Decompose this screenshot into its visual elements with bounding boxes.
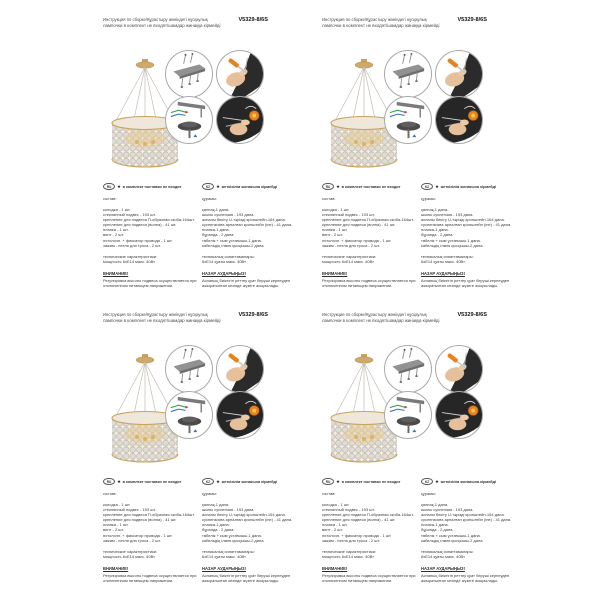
list-item: бұранда - 2 дана. <box>421 527 454 533</box>
ru-column <box>103 183 202 288</box>
ru-not-included-label: в комплект поставки не входит <box>122 184 182 189</box>
list-item: шыны суспензия - 193 дана. <box>202 212 255 218</box>
list-item: шыны суспензия - 193 дана. <box>421 212 474 218</box>
kz-warning-text: Аспаның биіктігін реттеу қуат беруші кернеуден ажыратылған кезінде жүзеге асырылады. <box>202 277 291 289</box>
step-canopy-wiring-photo <box>165 96 213 144</box>
ru-specs-value: мощность 6хЕ14 макс. 40Вт <box>322 258 374 264</box>
ru-specs-label: технические характеристики: <box>322 253 377 259</box>
star-icon: ★ <box>336 479 341 484</box>
kz-specs-value: 6хЕ14 қуаты макс. 40Вт <box>421 553 465 559</box>
list-item: потолочн. + фиксатор провода - 1 шт. <box>322 237 392 243</box>
kz-specs <box>421 549 519 559</box>
step-mounting-bracket-photo <box>384 50 432 98</box>
star-icon: ★ <box>216 479 221 484</box>
kz-column <box>202 183 300 288</box>
step-wire-connection-photo <box>216 96 264 144</box>
list-item: қалпақ-1 дана. <box>421 502 449 507</box>
list-item: крепление для подвеса (волна) - 41 шт. <box>322 222 396 228</box>
list-item: винт - 2 шт. <box>322 527 343 533</box>
ru-specs-label: технические характеристики: <box>103 548 158 554</box>
ru-warning-label: ВНИМАНИЕ! <box>103 565 129 571</box>
step-screwdriver-fixing-photo <box>435 345 483 393</box>
kz-parts-list <box>202 502 300 543</box>
ru-warning-label: ВНИМАНИЕ! <box>322 270 348 276</box>
list-item: планка-1 дана. <box>202 227 230 233</box>
step-screwdriver-fixing-photo <box>435 50 483 98</box>
instruction-copy-bottom-right <box>322 312 519 582</box>
instruction-header <box>322 17 487 29</box>
kz-composition-label: құрамы: <box>202 491 217 496</box>
instruction-copy-top-right <box>322 17 519 287</box>
ru-composition-label: состав: <box>322 196 336 201</box>
list-item: стеклянный подвес - 193 шт. <box>322 507 375 513</box>
instruction-copy-bottom-left <box>103 312 300 582</box>
step-wire-connection-photo <box>435 96 483 144</box>
ru-language-badge: RU <box>322 478 334 486</box>
list-item: бұранда - 2 дана. <box>202 527 235 533</box>
kz-parts-list <box>202 207 300 248</box>
list-item: төбелік + сым ұстағышы-1 дана. <box>202 237 262 243</box>
assembly-steps-grid <box>384 345 486 437</box>
list-item: колодка - 1 шт. <box>322 207 350 212</box>
list-item: бұранда - 2 дана. <box>421 232 454 238</box>
list-item: крепление для подвеса П-образная скоба-164шт. <box>322 217 414 223</box>
step-mounting-bracket-photo <box>384 345 432 393</box>
list-item: стеклянный подвес - 193 шт. <box>103 212 156 218</box>
list-item: төбелік + сым ұстағышы-1 дана. <box>421 532 481 538</box>
kz-language-badge: KZ <box>421 183 433 191</box>
instruction-title: Инструкция по сборке/Құрастыру жөніндегі нұсқаулық <box>103 312 208 317</box>
instruction-header <box>322 312 487 324</box>
kz-parts-list <box>421 502 519 543</box>
kz-warning-label: НАЗАР АУДАРЫҢЫЗ! <box>202 270 246 276</box>
list-item: потолочн. + фиксатор провода - 1 шт. <box>103 532 173 538</box>
ru-parts-list <box>322 207 421 248</box>
star-icon: ★ <box>435 479 440 484</box>
ru-composition-label: состав: <box>103 196 117 201</box>
kz-not-included-label: жеткізілім жинағына кірмейді <box>440 184 497 189</box>
assembly-steps-grid <box>384 50 486 142</box>
bilingual-text-columns <box>322 478 519 583</box>
bulbs-not-included-note: лампочки в комплект не входят/шамдар жинаққа кірмейді <box>322 23 440 28</box>
list-item: суспензияға арналған кронштейн (іне) - 41 дана. <box>421 222 512 228</box>
kz-specs <box>202 254 300 264</box>
ru-composition-label: состав: <box>322 491 336 496</box>
ru-warning-text: Регулировка высоты подвеса осуществляется при отключенном питающем напряжении. <box>322 572 416 584</box>
list-item: планка - 1 шт. <box>322 227 348 233</box>
ru-parts-list <box>103 502 202 543</box>
star-icon: ★ <box>117 479 122 484</box>
step-wire-connection-photo <box>435 391 483 439</box>
step-wire-connection-photo <box>216 391 264 439</box>
ru-not-included-label: в комплект поставки не входит <box>341 184 401 189</box>
list-item: планка-1 дана. <box>421 227 449 233</box>
ru-warning-label: ВНИМАНИЕ! <box>103 270 129 276</box>
ru-specs <box>322 549 421 559</box>
bilingual-text-columns <box>103 183 300 288</box>
kz-language-badge: KZ <box>202 183 214 191</box>
ru-warning-text: Регулировка высоты подвеса осуществляется при отключенном питающем напряжении. <box>103 572 197 584</box>
list-item: аспалы бекіту U-тәрізді кронштейн-164 дана. <box>421 217 505 223</box>
kz-specs-label: техникалық сипаттамалары: <box>202 253 255 259</box>
list-item: кабельдің ілмек қысқышы-2 дана. <box>202 537 265 543</box>
list-item: зажим - петля для троса - 2 шт. <box>103 242 161 248</box>
kz-specs <box>202 549 300 559</box>
list-item: қалпақ-1 дана. <box>202 207 230 212</box>
kz-specs-label: техникалық сипаттамалары: <box>421 253 474 259</box>
instruction-copy-top-left <box>103 17 300 287</box>
list-item: планка - 1 шт. <box>103 227 129 233</box>
list-item: кабельдің ілмек қысқышы-2 дана. <box>421 537 484 543</box>
ru-column <box>103 478 202 583</box>
step-screwdriver-fixing-photo <box>216 50 264 98</box>
kz-warning-label: НАЗАР АУДАРЫҢЫЗ! <box>421 270 465 276</box>
ru-warning-text: Регулировка высоты подвеса осуществляется при отключенном питающем напряжении. <box>322 277 416 289</box>
list-item: колодка - 1 шт. <box>103 207 131 212</box>
ru-language-badge: RU <box>103 183 115 191</box>
instruction-header <box>103 312 268 324</box>
ru-specs-value: мощность 6хЕ14 макс. 40Вт <box>103 258 155 264</box>
step-canopy-wiring-photo <box>384 391 432 439</box>
kz-column <box>202 478 300 583</box>
ru-specs-label: технические характеристики: <box>103 253 158 259</box>
bulbs-not-included-note: лампочки в комплект не входят/шамдар жинаққа кірмейді <box>103 318 221 323</box>
star-icon: ★ <box>216 184 221 189</box>
instruction-header <box>103 17 268 29</box>
bilingual-text-columns <box>103 478 300 583</box>
list-item: колодка - 1 шт. <box>322 502 350 507</box>
kz-composition-label: құрамы: <box>202 196 217 201</box>
kz-column <box>421 478 519 583</box>
product-code: V5329-8/6S <box>238 17 268 23</box>
step-mounting-bracket-photo <box>165 345 213 393</box>
kz-not-included-label: жеткізілім жинағына кірмейді <box>221 184 278 189</box>
list-item: шыны суспензия - 193 дана. <box>202 507 255 513</box>
kz-warning-label: НАЗАР АУДАРЫҢЫЗ! <box>421 565 465 571</box>
ru-language-badge: RU <box>103 478 115 486</box>
list-item: крепление для подвеса П-образная скоба-164шт. <box>103 217 195 223</box>
ru-column <box>322 478 421 583</box>
list-item: қалпақ-1 дана. <box>421 207 449 212</box>
kz-not-included-label: жеткізілім жинағына кірмейді <box>440 479 497 484</box>
list-item: планка - 1 шт. <box>103 522 129 528</box>
ru-not-included-label: в комплект поставки не входит <box>341 479 401 484</box>
list-item: потолочн. + фиксатор провода - 1 шт. <box>322 532 392 538</box>
list-item: винт - 2 шт. <box>322 232 343 238</box>
list-item: шыны суспензия - 193 дана. <box>421 507 474 513</box>
list-item: бұранда - 2 дана. <box>202 232 235 238</box>
list-item: төбелік + сым ұстағышы-1 дана. <box>202 532 262 538</box>
kz-warning-text: Аспаның биіктігін реттеу қуат беруші кернеуден ажыратылған кезінде жүзеге асырылады. <box>202 572 291 584</box>
list-item: потолочн. + фиксатор провода - 1 шт. <box>103 237 173 243</box>
bilingual-text-columns <box>322 183 519 288</box>
kz-warning-text: Аспаның биіктігін реттеу қуат беруші кернеуден ажыратылған кезінде жүзеге асырылады. <box>421 277 510 289</box>
list-item: зажим - петля для троса - 2 шт. <box>322 537 380 543</box>
bulbs-not-included-note: лампочки в комплект не входят/шамдар жинаққа кірмейді <box>103 23 221 28</box>
list-item: винт - 2 шт. <box>103 232 124 238</box>
kz-language-badge: KZ <box>421 478 433 486</box>
list-item: крепление для подвеса (волна) - 41 шт. <box>103 517 177 523</box>
instruction-title: Инструкция по сборке/Құрастыру жөніндегі нұсқаулық <box>103 17 208 22</box>
list-item: крепление для подвеса П-образная скоба-164шт. <box>103 512 195 518</box>
ru-composition-label: состав: <box>103 491 117 496</box>
kz-specs-label: техникалық сипаттамалары: <box>202 548 255 554</box>
ru-warning-label: ВНИМАНИЕ! <box>322 565 348 571</box>
star-icon: ★ <box>336 184 341 189</box>
product-code: V5329-8/6S <box>457 312 487 318</box>
kz-specs-value: 6хЕ14 қуаты макс. 40Вт <box>202 553 246 559</box>
kz-warning-text: Аспаның биіктігін реттеу қуат беруші кернеуден ажыратылған кезінде жүзеге асырылады. <box>421 572 510 584</box>
list-item: винт - 2 шт. <box>103 527 124 533</box>
instruction-title: Инструкция по сборке/Құрастыру жөніндегі нұсқаулық <box>322 17 427 22</box>
kz-specs-value: 6хЕ14 қуаты макс. 40Вт <box>421 258 465 264</box>
ru-specs-value: мощность 6хЕ14 макс. 40Вт <box>322 553 374 559</box>
step-canopy-wiring-photo <box>165 391 213 439</box>
list-item: зажим - петля для троса - 2 шт. <box>322 242 380 248</box>
ru-warning-text: Регулировка высоты подвеса осуществляется при отключенном питающем напряжении. <box>103 277 197 289</box>
list-item: аспалы бекіту U-тәрізді кронштейн-164 дана. <box>421 512 505 518</box>
list-item: суспензияға арналған кронштейн (іне) - 41 дана. <box>421 517 512 523</box>
ru-specs <box>103 254 202 264</box>
kz-specs-value: 6хЕ14 қуаты макс. 40Вт <box>202 258 246 264</box>
list-item: қалпақ-1 дана. <box>202 502 230 507</box>
step-mounting-bracket-photo <box>165 50 213 98</box>
product-code: V5329-8/6S <box>238 312 268 318</box>
kz-specs <box>421 254 519 264</box>
ru-column <box>322 183 421 288</box>
kz-composition-label: құрамы: <box>421 491 436 496</box>
list-item: стеклянный подвес - 193 шт. <box>103 507 156 513</box>
instruction-title: Инструкция по сборке/Құрастыру жөніндегі нұсқаулық <box>322 312 427 317</box>
kz-warning-label: НАЗАР АУДАРЫҢЫЗ! <box>202 565 246 571</box>
ru-not-included-label: в комплект поставки не входит <box>122 479 182 484</box>
list-item: крепление для подвеса П-образная скоба-164шт. <box>322 512 414 518</box>
list-item: стеклянный подвес - 193 шт. <box>322 212 375 218</box>
bulbs-not-included-note: лампочки в комплект не входят/шамдар жинаққа кірмейді <box>322 318 440 323</box>
list-item: крепление для подвеса (волна) - 41 шт. <box>322 517 396 523</box>
list-item: суспензияға арналған кронштейн (іне) - 41 дана. <box>202 222 293 228</box>
list-item: аспалы бекіту U-тәрізді кронштейн-164 дана. <box>202 512 286 518</box>
list-item: аспалы бекіту U-тәрізді кронштейн-164 дана. <box>202 217 286 223</box>
ru-parts-list <box>322 502 421 543</box>
kz-parts-list <box>421 207 519 248</box>
ru-parts-list <box>103 207 202 248</box>
ru-specs-label: технические характеристики: <box>322 548 377 554</box>
ru-specs <box>322 254 421 264</box>
kz-specs-label: техникалық сипаттамалары: <box>421 548 474 554</box>
ru-language-badge: RU <box>322 183 334 191</box>
list-item: планка - 1 шт. <box>322 522 348 528</box>
assembly-steps-grid <box>165 345 267 437</box>
list-item: планка-1 дана. <box>202 522 230 528</box>
step-canopy-wiring-photo <box>384 96 432 144</box>
star-icon: ★ <box>435 184 440 189</box>
list-item: зажим - петля для троса - 2 шт. <box>103 537 161 543</box>
list-item: планка-1 дана. <box>421 522 449 528</box>
list-item: крепление для подвеса (волна) - 41 шт. <box>103 222 177 228</box>
list-item: кабельдің ілмек қысқышы-2 дана. <box>421 242 484 248</box>
kz-column <box>421 183 519 288</box>
kz-composition-label: құрамы: <box>421 196 436 201</box>
ru-specs-value: мощность 6хЕ14 макс. 40Вт <box>103 553 155 559</box>
list-item: төбелік + сым ұстағышы-1 дана. <box>421 237 481 243</box>
star-icon: ★ <box>117 184 122 189</box>
assembly-steps-grid <box>165 50 267 142</box>
kz-language-badge: KZ <box>202 478 214 486</box>
list-item: колодка - 1 шт. <box>103 502 131 507</box>
list-item: кабельдің ілмек қысқышы-2 дана. <box>202 242 265 248</box>
ru-specs <box>103 549 202 559</box>
product-code: V5329-8/6S <box>457 17 487 23</box>
kz-not-included-label: жеткізілім жинағына кірмейді <box>221 479 278 484</box>
list-item: суспензияға арналған кронштейн (іне) - 41 дана. <box>202 517 293 523</box>
step-screwdriver-fixing-photo <box>216 345 264 393</box>
